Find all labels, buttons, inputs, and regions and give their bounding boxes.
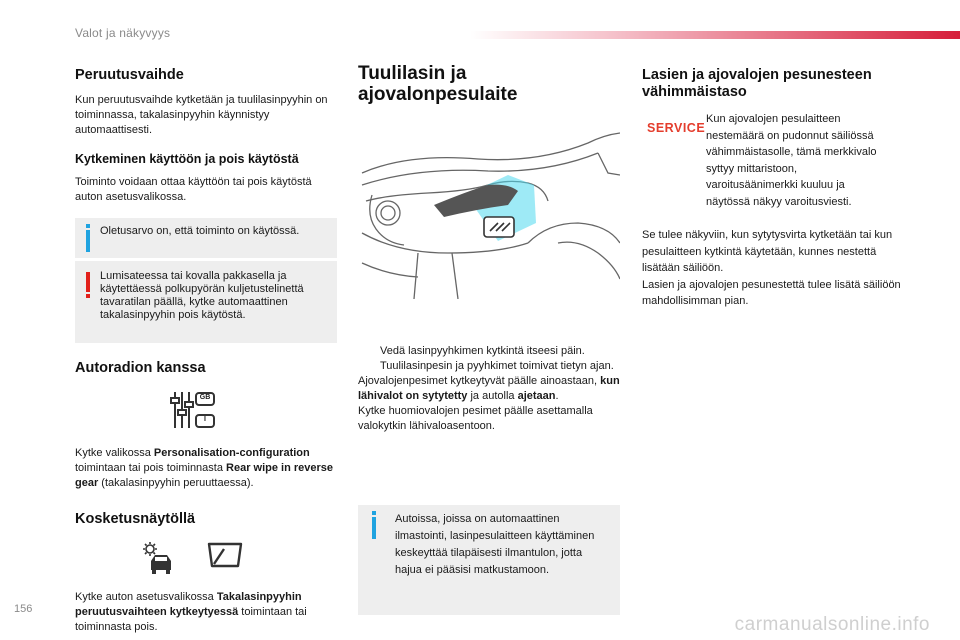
info-note [75,218,337,258]
headlight-washer-text: Ajovalojenpesimet kytkeytyvät päälle ainoastaan, kun lähivalot on sytytetty ja autolla ajetaan. [358,374,620,402]
info-note-text: Oletusarvo on, että toiminto on käytössä. [100,224,300,237]
touch-heading: Kosketusnäytöllä [75,511,196,528]
touch-text: Kytke auton asetusvalikossa Takalasinpyyhin peruutusvaihteen kytkeytyessä toimintaan tai toiminnasta pois. [75,591,307,634]
service-block [642,111,912,217]
info-icon [86,230,90,252]
min-level-text-b: Lasien ja ajovalojen pesunestettä tulee lisätä säiliöön mahdollisimman pian. [642,278,901,308]
radio-settings-icon [169,390,229,432]
daytime-washer-text: Kytke huomiovalojen pesimet päälle asettamalla valokytkin lähivaloasentoon. [358,404,593,432]
radio-heading: Autoradion kanssa [75,359,206,376]
info-icon [372,517,376,539]
min-level-text-a: Se tulee näkyviin, kun sytytysvirta kytketään tai kun pesulaitteen kytkintä käytetään, kunnes nestettä lisätään säiliöön. [642,229,893,275]
warning-icon [86,272,90,292]
car-settings-icon [141,541,177,575]
washer-heading: Tuulilasin ja ajovalonpesulaite [358,63,518,105]
service-text: Kun ajovalojen pesulaitteen nestemäärä on pudonnut säiliössä vähimmäistasolle, tämä merkkivalo syttyy mittaristoon, varoitusäänimerkki kuuluu ja näytössä näkyy varoitusviesti. [706,113,877,208]
left-column [75,64,337,635]
air-con-note-text: Autoissa, joissa on automaattinen ilmastointi, lasinpesulaitteen käyttäminen keskeyttää tilapäisesti ilmantulon, jotta hajua ei pääsisi matkustamoon. [395,512,595,576]
warning-note [75,261,337,343]
reverse-text: Kun peruutusvaihde kytketään ja tuulilasinpyyhin on toiminnassa, takalasinpyyhin käynnistyy automaattisesti. [75,93,328,136]
car-headlight-washer-illustration [358,113,620,299]
header-accent-bar [470,31,960,39]
enable-text: Toiminto voidaan ottaa käyttöön tai pois käytöstä auton asetusvalikossa. [75,175,312,203]
page-number: 156 [14,603,33,615]
air-con-note [358,505,620,615]
enable-heading: Kytkeminen käyttöön ja pois käytöstä [75,151,299,166]
rear-wiper-icon [206,541,244,571]
section-title: Valot ja näkyvyys [75,26,171,40]
middle-column [358,64,620,615]
right-column [642,64,912,310]
reverse-heading: Peruutusvaihde [75,67,184,83]
touch-icons [75,541,337,581]
radio-text: Kytke valikossa Personalisation-configuration toimintaan tai pois toiminnasta Rear wipe in reverse gear (takalasinpyyhin peruuttaessa). [75,447,334,490]
watermark: carmanualsonline.info [734,614,930,635]
bullet-step-text: Vedä lasinpyyhkimen kytkintä itseesi päin. Tuulilasinpesin ja pyyhkimet toimivat tietyn ajan. [380,344,614,372]
gb-badge: GB [199,394,211,402]
warning-note-text: Lumisateessa tai kovalla pakkasella ja käytettäessä polkupyörän kuljetustelinettä tavaratilan päällä, kytke automaattinen takalasinpyyhin pois käytöstä. [100,269,304,321]
bullet-step [358,344,620,374]
min-level-heading: Lasien ja ajovalojen pesunesteen vähimmäistaso [642,67,872,100]
i-badge: I [204,416,206,424]
service-warning-icon: SERVICE [647,121,706,136]
